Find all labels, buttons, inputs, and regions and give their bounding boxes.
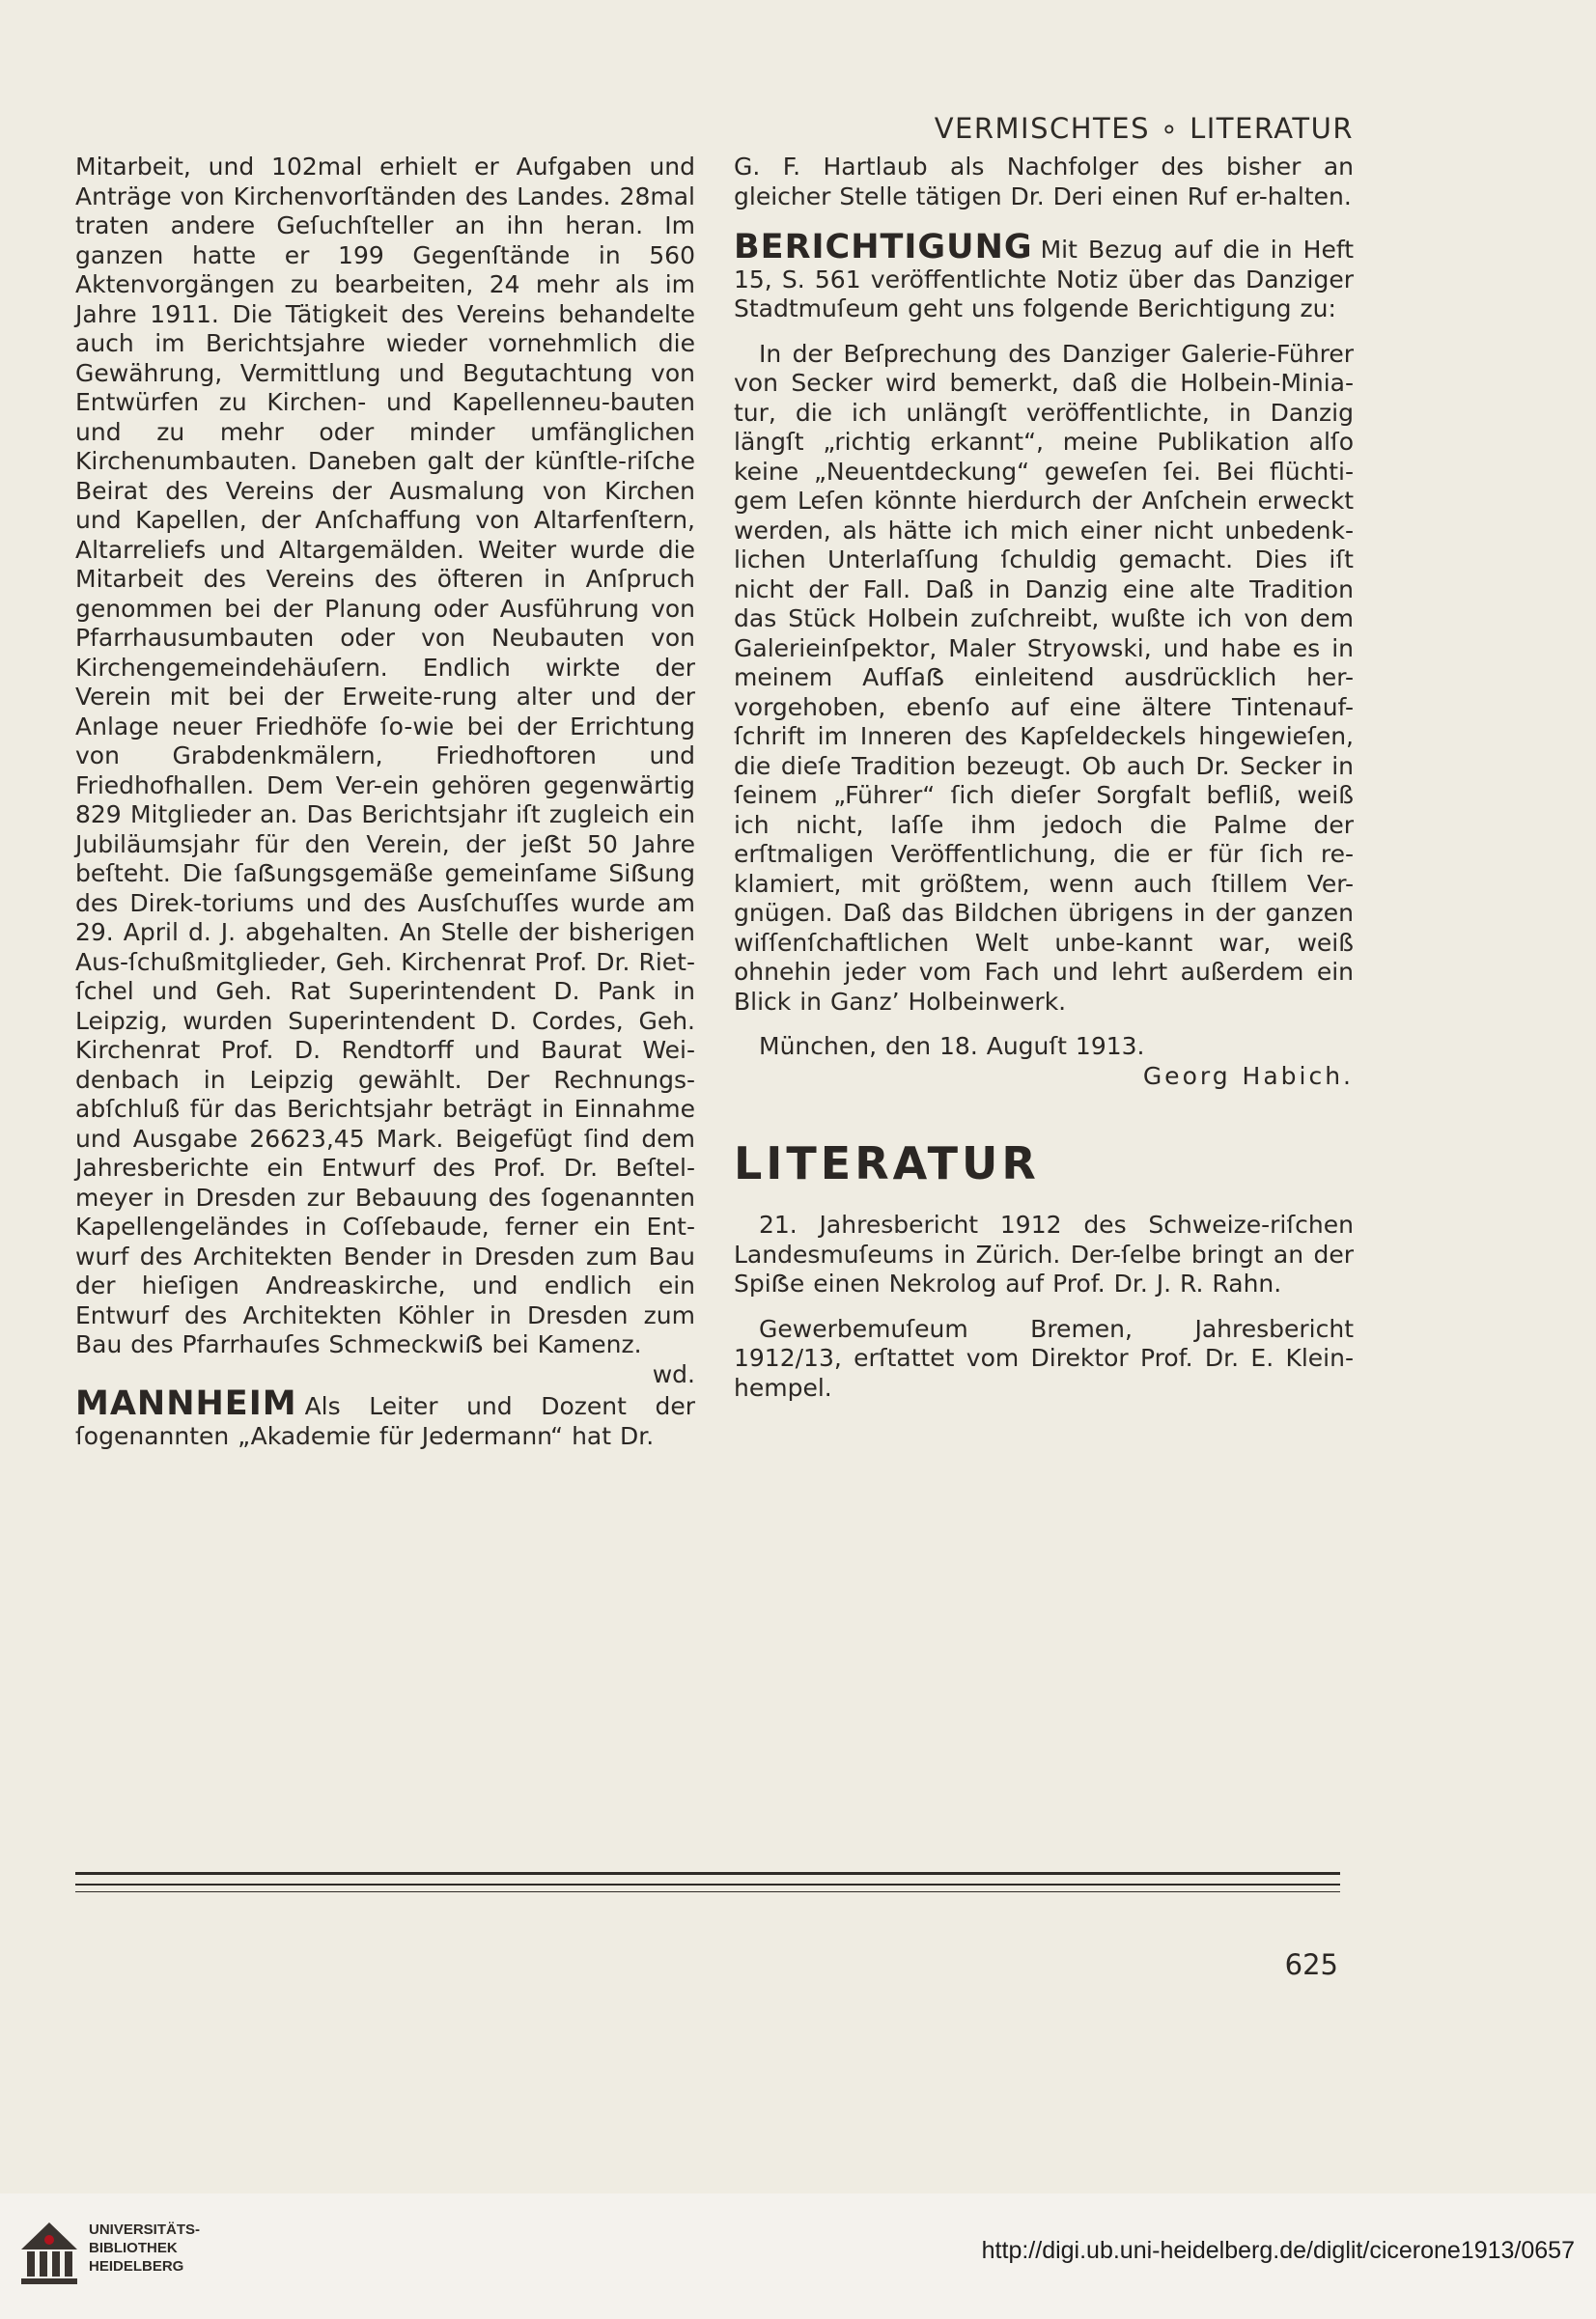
- library-name-line: HEIDELBERG: [89, 2258, 184, 2275]
- divider-rule: [75, 1872, 1340, 1875]
- section-heading-berichtigung: BERICHTIGUNG: [734, 228, 1033, 266]
- section-heading-literatur: LITERATUR: [734, 1137, 1040, 1189]
- library-name: [89, 2221, 200, 2276]
- author-initials: wd.: [652, 1359, 695, 1388]
- right-column: [734, 153, 1354, 1403]
- library-name-line: UNIVERSITÄTS-: [89, 2221, 201, 2238]
- berichtigung-paragraph: [734, 228, 1354, 324]
- running-header: VERMISCHTES ∘ LITERATUR: [934, 112, 1354, 145]
- section-heading-mannheim: MANNHEIM: [75, 1384, 297, 1423]
- left-column: [75, 153, 695, 1451]
- report-paragraph: Mitarbeit, und 102mal erhielt er Aufgaben und Anträge von Kirchenvorſtänden des Landes. 28mal traten andere Geſuchſteller an ihn heran. Im ganzen hatte er 199 Gegenſtände in 560 Aktenvorgängen zu bearbeiten, 24 mehr als im Jahre 1911. Die Tätigkeit des Vereins behandelte auch im Berichtsjahre wieder vornehmlich die Gewährung, Vermittlung und Begutachtung von Entwürfen zu Kirchen- und Kapellenneu-bauten und zu mehr oder minder umfänglichen Kirchenumbauten. Daneben galt der künſtle-riſche Beirat des Vereins der Ausmalung von Kirchen und Kapellen, der Anſchaffung von Altarfenſtern, Altarreliefs und Altargemälden. Weiter wurde die Mitarbeit des Vereins des öfteren in Anſpruch genommen bei der Planung oder Ausführung von Pfarrhausumbauten oder von Neubauten von Kirchengemeindehäuſern. Endlich wirkte der Verein mit bei der Erweite-rung alter und der Anlage neuer Friedhöfe ſo-wie bei der Errichtung von Grabdenkmälern, Friedhoftoren und Friedhofhallen. Dem Ver-ein gehören gegenwärtig 829 Mitglieder an. Das Berichtsjahr iſt zugleich ein Jubiläumsjahr für den Verein, der jeẞt 50 Jahre beſteht. Die ſaẞungsgemäße gemeinſame Siẞung des Direk-toriums und des Ausſchuſſes wurde am 29. April d. J. abgehalten. An Stelle der bisherigen Aus-ſchußmitglieder, Geh. Kirchenrat Prof. Dr. Riet-ſchel und Geh. Rat Superintendent D. Pank in Leipzig, wurden Superintendent D. Cordes, Geh. Kirchenrat Prof. D. Rendtorff und Baurat Wei-denbach in Leipzig gewählt. Der Rechnungs-abſchluß für das Berichtsjahr beträgt in Einnahme und Ausgabe 26623,45 Mark. Beigefügt ſind dem Jahresberichte ein Entwurf des Prof. Dr. Beſtel-meyer in Dresden zur Bebauung des ſogenannten Kapellengeländes in Coſſebaude, ferner ein Ent-wurf des Architekten Bender in Dresden zum Bau der hieſigen Andreaskirche, und endlich ein Entwurf des Architekten Köhler in Dresden zum Bau des Pfarrhauſes Schmeckwiẞ bei Kamenz.: [75, 153, 695, 1358]
- place-date: München, den 18. Auguſt 1913.: [759, 1032, 1145, 1060]
- spacer: [734, 324, 1354, 340]
- source-url-link[interactable]: http://digi.ub.uni-heidelberg.de/diglit/cicerone1913/0657: [981, 2237, 1575, 2264]
- divider-rule: [75, 1891, 1340, 1892]
- literature-entry: 21. Jahresbericht 1912 des Schweize-riſchen Landesmuſeums in Zürich. Der-ſelbe bringt an der Spiẞe einen Nekrolog auf Prof. Dr. J. R. Rahn.: [734, 1211, 1354, 1298]
- literature-entry: Gewerbemuſeum Bremen, Jahresbericht 1912/13, erſtattet vom Direktor Prof. Dr. E. Klein-hempel.: [734, 1314, 1354, 1402]
- mannheim-text: Als Leiter und Dozent der ſogenannten „Akademie für Jedermann“ hat Dr.: [75, 1392, 695, 1450]
- berichtigung-text: Mit Bezug auf die in Heft 15, S. 561 veröffentlichte Notiz über das Danziger Stadtmuſeum geht uns folgende Berichtigung zu:: [734, 236, 1354, 322]
- spacer: [734, 1299, 1354, 1315]
- library-name-line: BIBLIOTHEK: [89, 2240, 178, 2256]
- mannheim-paragraph: [75, 1384, 695, 1451]
- spacer: [734, 1017, 1354, 1032]
- divider-rule: [75, 1884, 1340, 1886]
- continuation-paragraph: G. F. Hartlaub als Nachfolger des bisher an gleicher Stelle tätigen Dr. Deri einen Ruf er-halten.: [734, 153, 1354, 210]
- library-logo-icon: [15, 2215, 83, 2290]
- signature: Georg Habich.: [1142, 1061, 1354, 1090]
- spacer: [734, 1091, 1354, 1137]
- page-number: 625: [1284, 1948, 1338, 1981]
- correction-quote: In der Beſprechung des Danziger Galerie-Führer von Secker wird bemerkt, daß die Holbein-Minia-tur, die ich unlängſt veröffentlichte, in Danzig längſt „richtig erkannt“, meine Publikation alſo keine „Neuentdeckung“ geweſen ſei. Bei flüchti-gem Leſen könnte hierdurch der Anſchein erweckt werden, als hätte ich mich einer nicht unbedenk-lichen Unterlaſſung ſchuldig gemacht. Dies iſt nicht der Fall. Daß in Danzig eine alte Tradition das Stück Holbein zuſchreibt, wußte ich von dem Galerieinſpektor, Maler Stryowski, und habe es in meinem Aufſaẞ einleitend ausdrücklich her-vorgehoben, ebenſo auf eine ältere Tintenauf-ſchrift im Inneren des Kapſeldeckels hingewieſen, die dieſe Tradition bezeugt. Ob auch Dr. Secker in ſeinem „Führer“ ſich dieſer Sorgfalt befliß, weiß ich nicht, laſſe ihm jedoch die Palme der erſtmaligen Veröffentlichung, die er für ſich re-klamiert, mit größtem, wenn auch ſtillem Ver-gnügen. Daß das Bildchen übrigens in der ganzen wiſſenſchaftlichen Welt unbe-kannt war, weiß ohnehin jeder vom Fach und lehrt außerdem ein Blick in Ganz’ Holbeinwerk.: [734, 339, 1354, 1016]
